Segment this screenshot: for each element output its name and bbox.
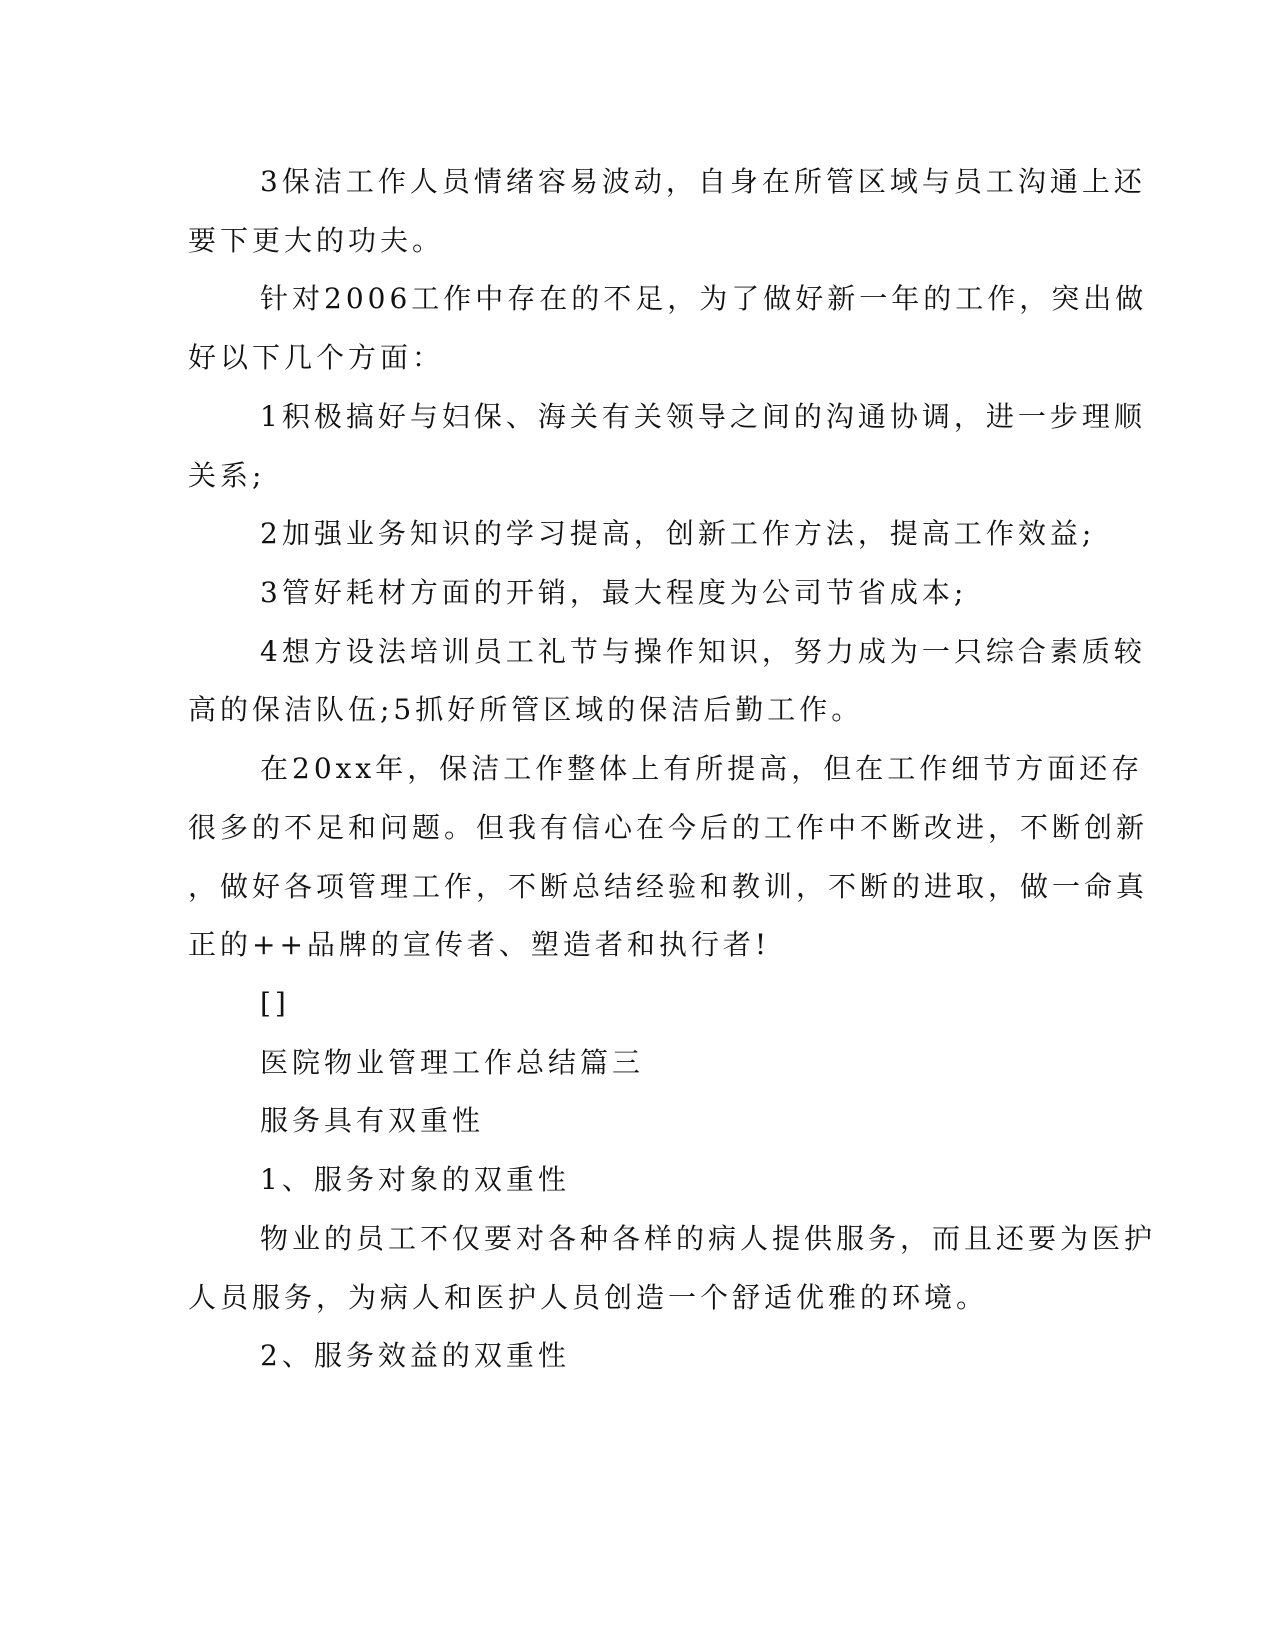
list-item: 关系;: [188, 459, 266, 492]
paragraph-line: 正的++品牌的宣传者、塑造者和执行者!: [188, 928, 771, 961]
paragraph-line: ，做好各项管理工作，不断总结经验和教训，不断的进取，做一命真: [188, 870, 1149, 903]
paragraph-line: 在20xx年，保洁工作整体上有所提高，但在工作细节方面还存: [260, 752, 1144, 785]
list-item: 高的保洁队伍;5抓好所管区域的保洁后勤工作。: [188, 693, 864, 726]
subsection-heading: 2、服务效益的双重性: [260, 1339, 570, 1372]
list-item: 2加强业务知识的学习提高，创新工作方法，提高工作效益;: [260, 517, 1096, 550]
paragraph-line: 好以下几个方面：: [188, 341, 445, 374]
paragraph-line: 人员服务，为病人和医护人员创造一个舒适优雅的环境。: [188, 1281, 989, 1314]
paragraph-line: 3保洁工作人员情绪容易波动，自身在所管区域与员工沟通上还: [260, 165, 1146, 198]
list-item: 4想方设法培训员工礼节与操作知识，努力成为一只综合素质较: [260, 635, 1146, 668]
paragraph-line: 针对2006工作中存在的不足，为了做好新一年的工作，突出做: [260, 282, 1148, 315]
list-item: 1积极搞好与妇保、海关有关领导之间的沟通协调，进一步理顺: [260, 400, 1146, 433]
subsection-heading: 1、服务对象的双重性: [260, 1163, 570, 1196]
section-title: 医院物业管理工作总结篇三: [260, 1046, 645, 1079]
paragraph-line: 要下更大的功夫。: [188, 224, 445, 257]
list-item: 3管好耗材方面的开销，最大程度为公司节省成本;: [260, 576, 968, 609]
paragraph-line: 物业的员工不仅要对各种各样的病人提供服务，而且还要为医护: [260, 1222, 1157, 1255]
bracket-placeholder: []: [260, 987, 290, 1020]
paragraph-line: 很多的不足和问题。但我有信心在今后的工作中不断改进，不断创新: [188, 811, 1149, 844]
section-subtitle: 服务具有双重性: [260, 1104, 485, 1137]
